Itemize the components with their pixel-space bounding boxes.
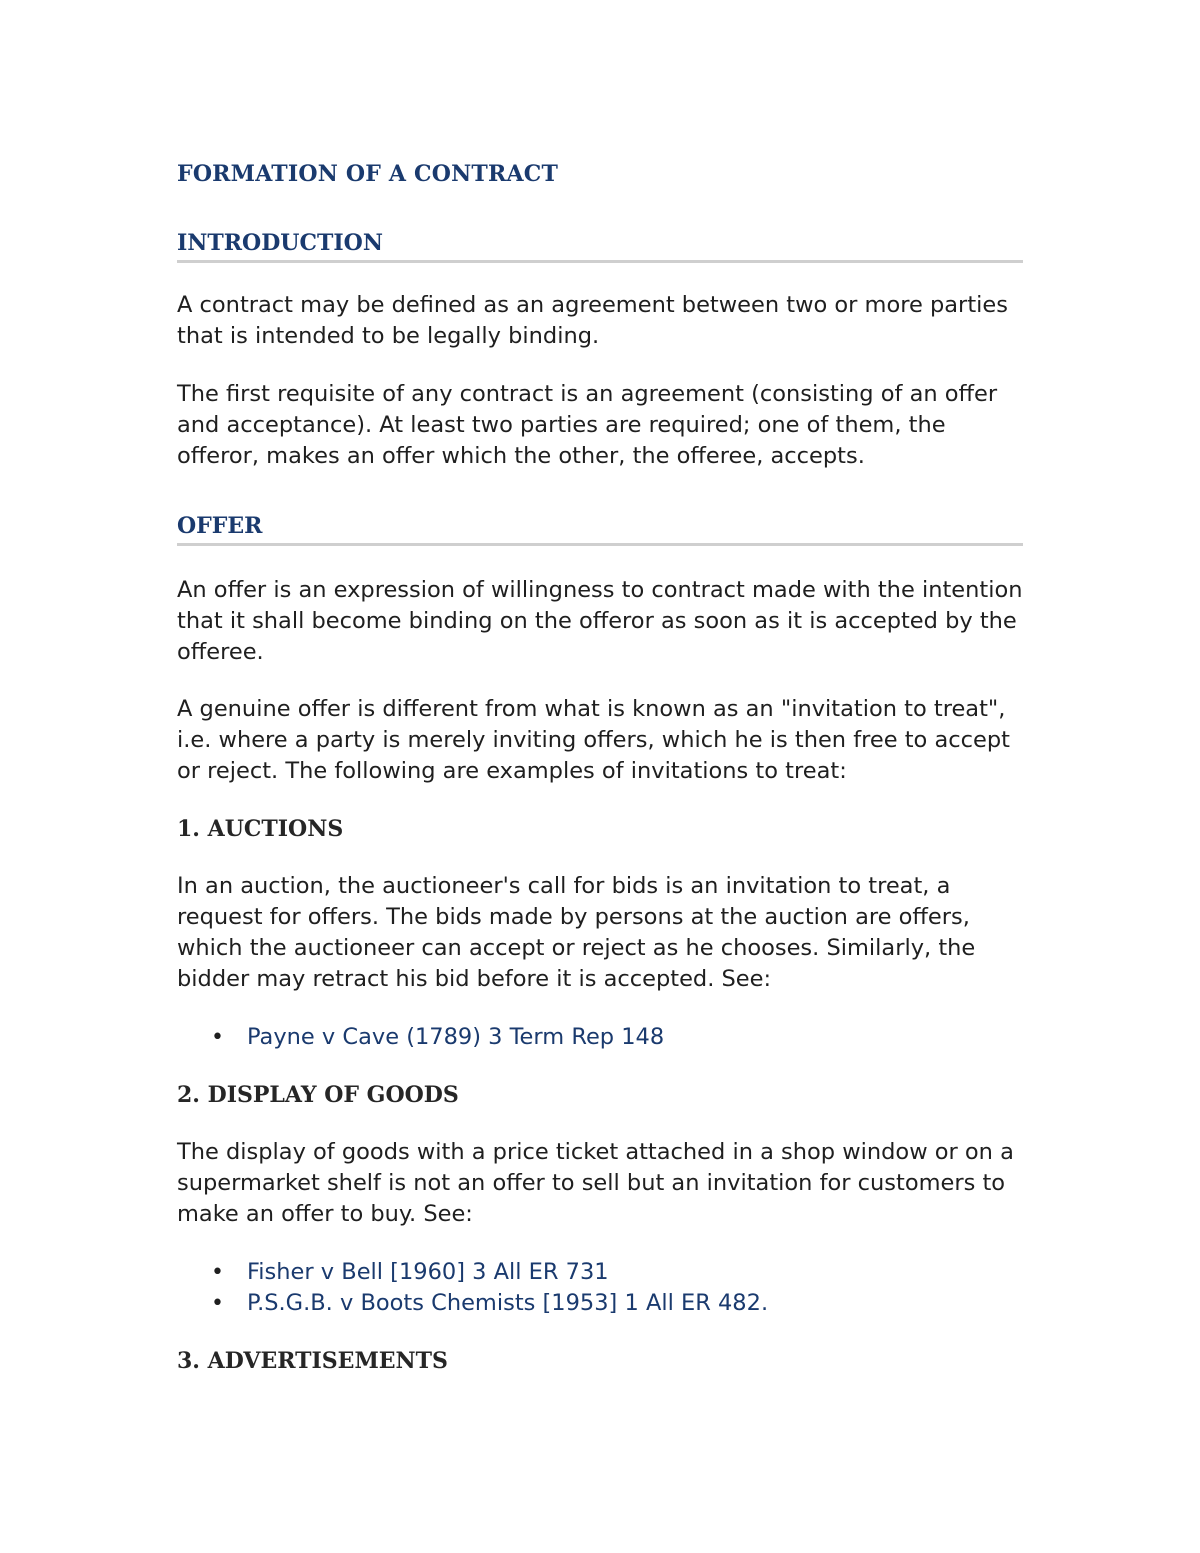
case-list-item [177,1288,1023,1319]
document-title: FORMATION OF A CONTRACT [177,161,559,187]
section-heading-offer: OFFER [177,511,1023,546]
case-list-item [177,1257,1023,1288]
paragraph-auctions: In an auction, the auctioneer's call for bids is an invitation to treat, a request for offers. The bids made by persons at the auction are offers, which the auctioneer can accept or reject as he chooses. Similarly, the bidder may retract his bid before it is accepted. See: [177,873,976,992]
paragraph-display-of-goods: The display of goods with a price ticket attached in a shop window or on a supermarket shelf is not an offer to sell but an invitation for customers to make an offer to buy. See: [177,1139,1014,1227]
paragraph-offer-definition: An offer is an expression of willingness to contract made with the intention that it shall become binding on the offeror as soon as it is accepted by the offeree. [177,577,1023,665]
case-list-item [177,1022,1023,1053]
case-link-psgb-v-boots[interactable]: P.S.G.B. v Boots Chemists [1953] 1 All ER 482. [247,1290,769,1316]
case-list-display-of-goods [177,1257,1023,1319]
subheading-advertisements: 3. ADVERTISEMENTS [177,1348,448,1374]
section-heading-introduction: INTRODUCTION [177,228,1023,263]
paragraph-contract-definition: A contract may be defined as an agreement between two or more parties that is intended to be legally binding. [177,292,1008,349]
case-link-payne-v-cave[interactable]: Payne v Cave (1789) 3 Term Rep 148 [247,1024,665,1050]
document-content [177,158,1023,1377]
paragraph-first-requisite: The first requisite of any contract is an agreement (consisting of an offer and acceptance). At least two parties are required; one of them, the offeror, makes an offer which the other, the offeree, accepts. [177,381,998,469]
subheading-display-of-goods: 2. DISPLAY OF GOODS [177,1082,459,1108]
paragraph-invitation-to-treat: A genuine offer is different from what is known as an "invitation to treat", i.e. where a party is merely inviting offers, which he is then free to accept or reject. The following are examples of invitations to treat: [177,696,1010,784]
bullet-icon: • [211,1025,224,1050]
case-list-auctions [177,1022,1023,1053]
bullet-icon: • [211,1260,224,1285]
bullet-icon: • [211,1291,224,1316]
subheading-auctions: 1. AUCTIONS [177,816,344,842]
case-link-fisher-v-bell[interactable]: Fisher v Bell [1960] 3 All ER 731 [247,1259,609,1285]
